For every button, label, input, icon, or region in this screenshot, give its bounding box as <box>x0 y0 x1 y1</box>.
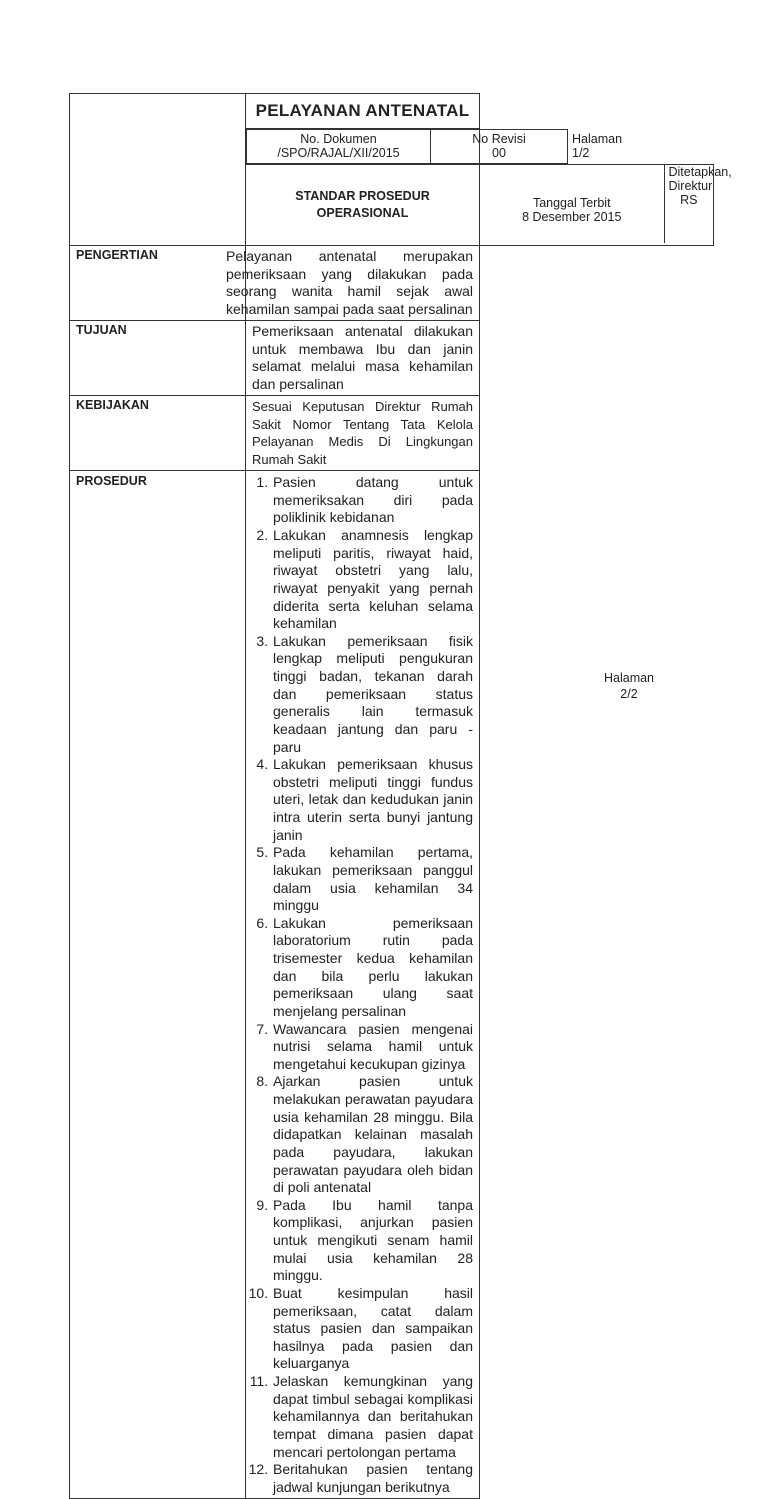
prosedur-step: 3. Lakukan pemeriksaan fisik lengkap meliputi pengukuran tinggi badan, tekanan darah dan pemeriksaan status generalis lain termasuk keadaan jantung dan paru - paru <box>272 633 473 756</box>
tanggal-ditetapkan-cell <box>480 165 732 246</box>
prosedur-cell <box>246 471 480 1499</box>
prosedur-steps-list <box>252 474 473 1496</box>
prosedur-step: 5. Pada kehamilan pertama, lakukan pemeriksaan panggul dalam usia kehamilan 34 minggu <box>272 844 473 915</box>
ditetapkan-cell <box>664 165 732 243</box>
sop-label-cell <box>246 165 480 246</box>
document-meta-table: No. Dokumen /SPO/RAJAL/XII/2015 No Revisi 00 Halaman 1/2 <box>246 129 568 164</box>
no-dokumen-value: /SPO/RAJAL/XII/2015 <box>277 146 400 160</box>
sop-document-table <box>69 93 732 1499</box>
no-revisi-label: No Revisi <box>472 132 526 146</box>
no-dokumen-cell <box>247 130 431 164</box>
no-dokumen-label: No. Dokumen <box>300 132 377 146</box>
halaman-overlay-value: 2/2 <box>620 687 638 702</box>
pengertian-text: Pelayanan antenatal merupakan pemeriksaan yang dilakukan pada seorang wanita hamil sejak awal kehamilan sampai pada saat persalinan <box>226 248 473 317</box>
kebijakan-label: KEBIJAKAN <box>70 396 246 471</box>
sop-label-line1: STANDAR PROSEDUR <box>295 189 430 204</box>
tanggal-terbit-label: Tanggal Terbit <box>532 196 611 210</box>
pengertian-text-cell <box>226 246 480 321</box>
halaman-overlay-label: Halaman <box>603 671 655 685</box>
prosedur-step: 8. Ajarkan pasien untuk melakukan perawatan payudara usia kehamilan 28 minggu. Bila didapatkan kelainan masalah pada payudara, lakukan perawatan payudara oleh bidan di poli antenatal <box>272 1073 473 1196</box>
logo-area <box>70 94 246 246</box>
prosedur-step: 1. Pasien datang untuk memeriksakan diri pada poliklinik kebidanan <box>272 474 473 527</box>
ditetapkan-label: Ditetapkan, <box>668 165 732 179</box>
direktur-label: Direktur RS <box>668 179 713 207</box>
pengertian-label: PENGERTIAN <box>70 246 246 321</box>
document-meta-cell <box>246 129 623 165</box>
no-revisi-value: 00 <box>492 146 506 160</box>
prosedur-step: 9. Pada Ibu hamil tanpa komplikasi, anjurkan pasien untuk mengikuti senam hamil mulai usia kehamilan 28 minggu. <box>272 1197 473 1285</box>
halaman-overlay <box>598 670 660 703</box>
prosedur-label: PROSEDUR <box>70 471 246 1499</box>
prosedur-step: 11. Jelaskan kemungkinan yang dapat timbul sebagai komplikasi kehamilannya dan beritahukan tempat dimana pasien dapat mencari pertolongan pertama <box>272 1373 473 1461</box>
prosedur-step: 12. Beritahukan pasien tentang jadwal kunjungan berikutnya <box>272 1461 473 1496</box>
document-title: PELAYANAN ANTENATAL <box>246 94 480 129</box>
tujuan-text: Pemeriksaan antenatal dilakukan untuk membawa Ibu dan janin selamat melalui masa kehamilan dan persalinan <box>246 321 480 396</box>
tujuan-label: TUJUAN <box>70 321 246 396</box>
tanggal-terbit-cell <box>480 165 664 243</box>
tanggal-terbit-value: 8 Desember 2015 <box>522 210 622 224</box>
kebijakan-text: Sesuai Keputusan Direktur Rumah Sakit Nomor Tentang Tata Kelola Pelayanan Medis Di Lingkungan Rumah Sakit <box>246 396 480 471</box>
sop-label-line2: OPERASIONAL <box>316 206 409 220</box>
prosedur-step: 10. Buat kesimpulan hasil pemeriksaan, catat dalam status pasien dan sampaikan hasilnya pada pasien dan keluarganya <box>272 1285 473 1373</box>
prosedur-step: 4. Lakukan pemeriksaan khusus obstetri meliputi tinggi fundus uteri, letak dan kedudukan janin intra uterin serta bunyi jantung janin <box>272 756 473 844</box>
no-revisi-cell <box>431 130 568 164</box>
prosedur-step: 2. Lakukan anamnesis lengkap meliputi paritis, riwayat haid, riwayat obstetri yang lalu, riwayat penyakit yang pernah diderita serta keluhan selama kehamilan <box>272 527 473 633</box>
prosedur-step: 7. Wawancara pasien mengenai nutrisi selama hamil untuk mengetahui kecukupan gizinya <box>272 1021 473 1074</box>
prosedur-step: 6. Lakukan pemeriksaan laboratorium rutin pada trisemester kedua kehamilan dan bila perlu lakukan pemeriksaan ulang saat menjelang persalinan <box>272 915 473 1021</box>
tanggal-ditetapkan-table <box>480 165 732 243</box>
